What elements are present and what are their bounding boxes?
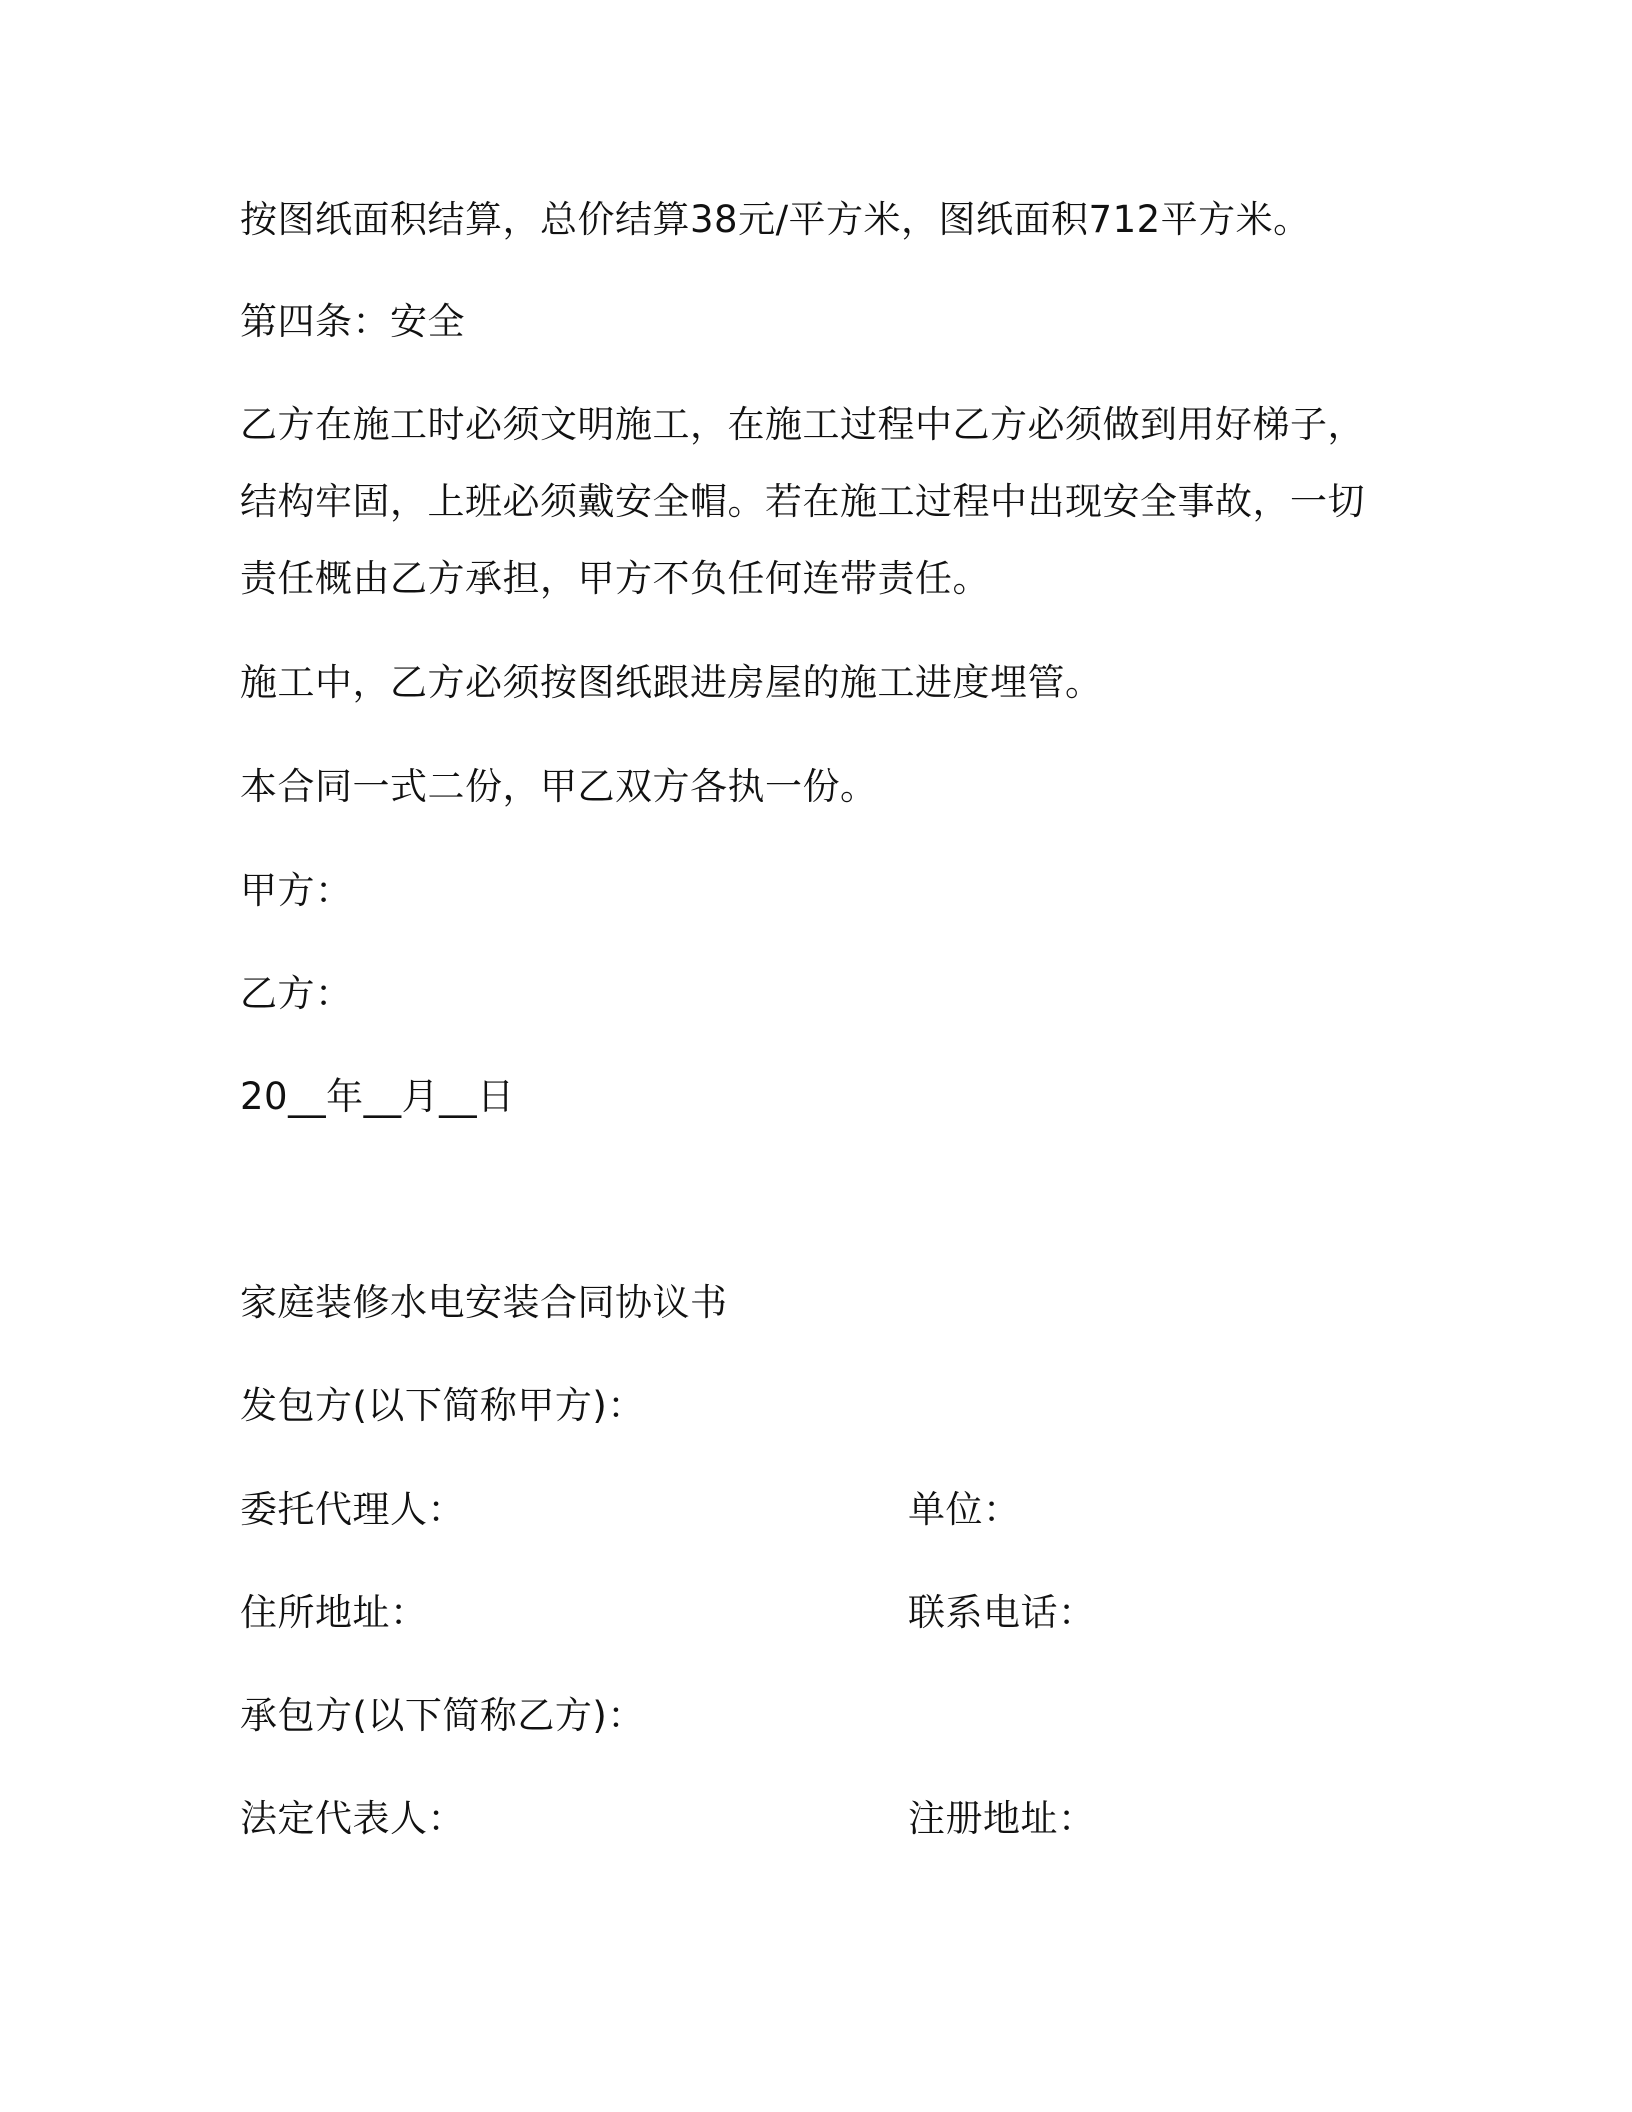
employer-label: 发包方(以下简称甲方)：	[240, 1384, 645, 1427]
settlement-text: 按图纸面积结算，总价结算38元/平方米，图纸面积712平方米。	[240, 198, 1311, 241]
contract-title: 家庭装修水电安装合同协议书	[240, 1281, 728, 1324]
construction-note: 施工中，乙方必须按图纸跟进房屋的施工进度埋管。	[240, 661, 1103, 704]
article-4-heading: 第四条：安全	[240, 300, 465, 343]
phone-label: 联系电话：	[908, 1591, 1096, 1634]
party-b-signature-label: 乙方：	[240, 972, 353, 1015]
address-label: 住所地址：	[240, 1591, 428, 1634]
safety-paragraph-line-2: 结构牢固，上班必须戴安全帽。若在施工过程中出现安全事故，一切	[240, 480, 1365, 523]
contractor-label: 承包方(以下简称乙方)：	[240, 1694, 645, 1737]
legal-representative-label: 法定代表人：	[240, 1797, 465, 1840]
agent-label: 委托代理人：	[240, 1488, 465, 1531]
date-line: 20__年__月__日	[240, 1075, 515, 1118]
copies-note: 本合同一式二份，甲乙双方各执一份。	[240, 765, 878, 808]
party-a-signature-label: 甲方：	[240, 869, 353, 912]
unit-label: 单位：	[908, 1488, 1021, 1531]
safety-paragraph-line-3: 责任概由乙方承担，甲方不负任何连带责任。	[240, 557, 990, 600]
safety-paragraph-line-1: 乙方在施工时必须文明施工，在施工过程中乙方必须做到用好梯子，	[240, 403, 1365, 446]
registered-address-label: 注册地址：	[908, 1797, 1096, 1840]
